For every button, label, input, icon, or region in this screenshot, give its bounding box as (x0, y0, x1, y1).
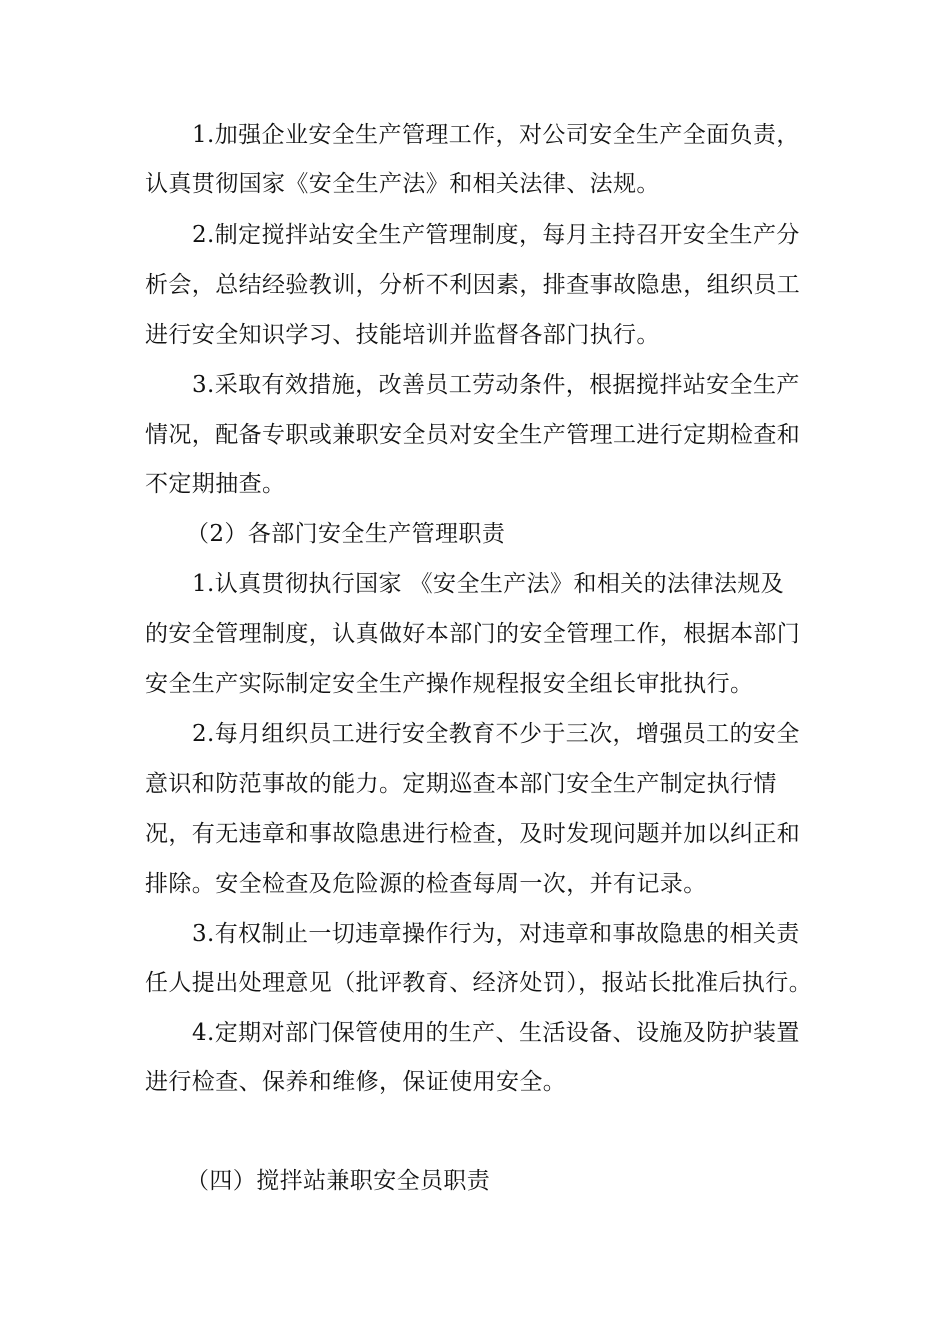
section-heading: （四）搅拌站兼职安全员职责 (186, 1168, 491, 1194)
paragraph-line: 安全生产实际制定安全生产操作规程报安全组长审批执行。 (145, 671, 754, 697)
paragraph-line: 况，有无违章和事故隐患进行检查，及时发现问题并加以纠正和 (145, 821, 801, 847)
paragraph-line: 1.认真贯彻执行国家 《安全生产法》和相关的法律法规及 (192, 571, 785, 597)
paragraph-line: 4.定期对部门保管使用的生产、生活设备、设施及防护装置 (192, 1020, 800, 1046)
paragraph-line: 认真贯彻国家《安全生产法》和相关法律、法规。 (145, 171, 660, 197)
paragraph-line: 情况，配备专职或兼职安全员对安全生产管理工进行定期检查和 (145, 422, 801, 448)
paragraph-line: 3.有权制止一切违章操作行为，对违章和事故隐患的相关责 (192, 921, 800, 947)
paragraph-line: 进行安全知识学习、技能培训并监督各部门执行。 (145, 322, 660, 348)
paragraph-line: 进行检查、保养和维修，保证使用安全。 (145, 1069, 567, 1095)
paragraph-line: 意识和防范事故的能力。定期巡查本部门安全生产制定执行情 (145, 771, 777, 797)
paragraph-line: 排除。安全检查及危险源的检查每周一次，并有记录。 (145, 871, 707, 897)
paragraph-line: 的安全管理制度，认真做好本部门的安全管理工作，根据本部门 (145, 621, 801, 647)
paragraph-line: 1.加强企业安全生产管理工作，对公司安全生产全面负责， (192, 122, 800, 148)
section-heading: （2）各部门安全生产管理职责 (186, 521, 506, 547)
paragraph-line: 3.采取有效措施，改善员工劳动条件，根据搅拌站安全生产 (192, 372, 800, 398)
paragraph-line: 不定期抽查。 (145, 471, 286, 497)
paragraph-line: 析会，总结经验教训，分析不利因素，排查事故隐患，组织员工 (145, 272, 801, 298)
paragraph-line: 任人提出处理意见（批评教育、经济处罚），报站长批准后执行。 (145, 970, 813, 996)
paragraph-line: 2.制定搅拌站安全生产管理制度，每月主持召开安全生产分 (192, 222, 800, 248)
paragraph-line: 2.每月组织员工进行安全教育不少于三次，增强员工的安全 (192, 721, 800, 747)
